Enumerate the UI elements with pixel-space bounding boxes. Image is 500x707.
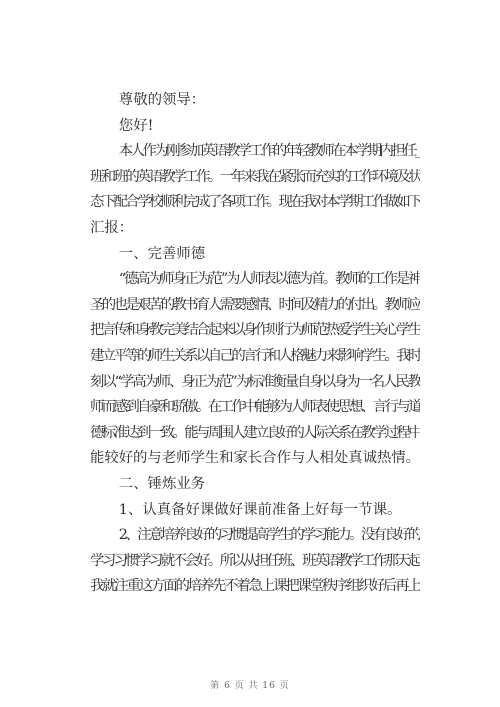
text-line: 尊敬的领导： <box>118 92 206 108</box>
text-line: 师而感到自豪和骄傲。在工作中能够为人师表使思想、言行与道 <box>90 399 420 416</box>
text-line: 1、认真备好课做好课前准备上好每一节课。 <box>118 501 402 518</box>
text-line: 您好! <box>118 117 154 134</box>
text-line: 一、完善师德 <box>118 245 206 262</box>
text-line: 建立平等的师生关系以自己的言行和人格魅力来影响学生。我时 <box>90 347 420 364</box>
text-line: 态下配合学校顺利完成了各项工作。现在我对本学期工作做如下 <box>90 194 420 211</box>
text-line: 能较好的与老师学生和家长合作与人相处真诚热情。 <box>90 450 420 467</box>
text-line: 二、锤炼业务 <box>118 475 206 492</box>
text-line: “德高为师身正为范”为人师表以德为首。教师的工作是神 <box>118 271 420 288</box>
document-body <box>90 88 420 600</box>
page-footer: 第 6 页 共 16 页 <box>210 681 290 691</box>
text-line: 德标准达到一致。能与周围人建立良好的人际关系在教学过程中 <box>90 424 420 441</box>
text-line: 本人作为刚参加英语教学工作的年轻教师在本学期内担任_ <box>118 143 420 160</box>
text-line: 把言传和身教完美结合起来以身作则行为师范热爱学生关心学生 <box>90 322 420 339</box>
text-line: 2、注意培养良好的习惯提高学生的学习能力。没有良好的 <box>118 527 420 544</box>
text-line: 班和班的英语教学工作。一年来我在紧张而充实的工作环境及状 <box>90 168 420 185</box>
text-line: 圣的也是艰苦的教书育人需要感情、时间及精力的付出。教师应 <box>90 296 420 313</box>
text-line: 学习习惯学习就不会好。所以从担任班、班英语教学工作那天起 <box>90 552 420 569</box>
text-line: 汇报： <box>90 219 134 236</box>
text-line: 刻以“学高为师、身正为范”为标准衡量自身以身为一名人民教 <box>90 373 420 390</box>
text-line: 我就注重这方面的培养先不着急上课把课堂秩序组织好后再上 <box>90 578 420 595</box>
